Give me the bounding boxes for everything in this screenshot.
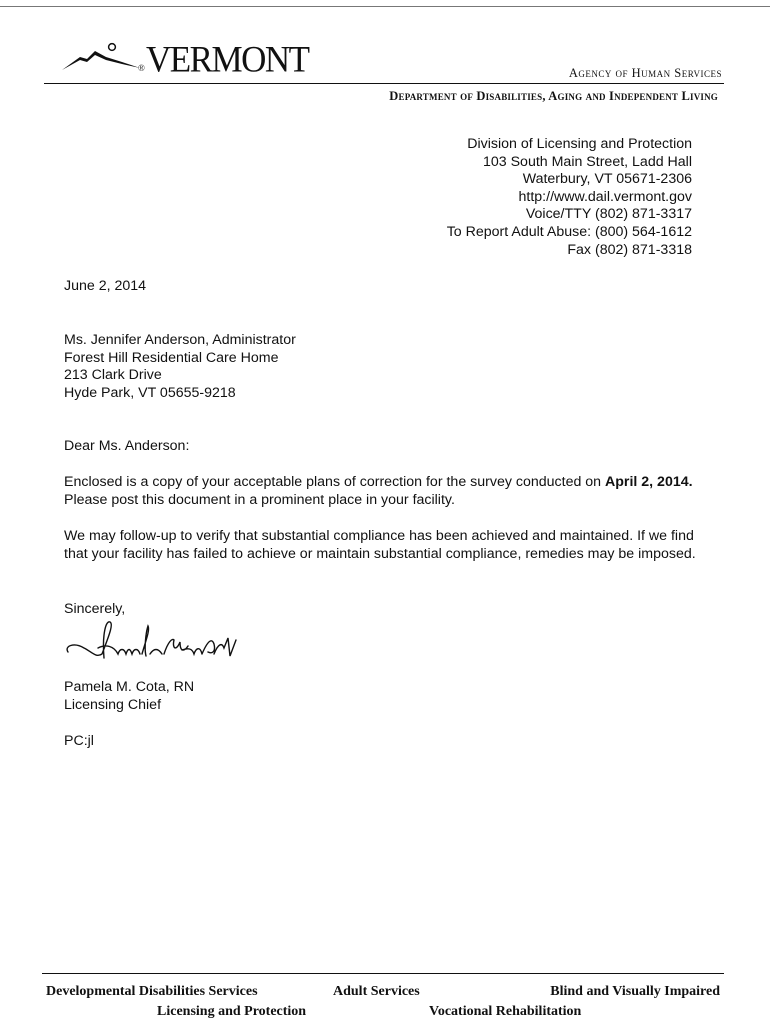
closing: Sincerely, [64,601,126,617]
typist-initials: PC:jl [64,733,94,749]
salutation: Dear Ms. Anderson: [64,438,190,454]
header-divider [44,83,724,84]
logo-wordmark: VERMONT [146,39,309,80]
website-link[interactable]: http://www.dail.vermont.gov [518,188,692,205]
address-line: 103 South Main Street, Ladd Hall [482,153,692,170]
signer-block [64,679,714,714]
footer-divider [42,973,724,974]
top-border-line [0,6,770,7]
paragraph-text: Please post this document in a prominent place in your facility. [64,491,455,508]
footer-division: Developmental Disabilities Services [46,984,258,999]
footer-division: Blind and Visually Impaired [550,984,720,999]
mountain-logo-icon [60,40,150,80]
paragraph-follow-up: We may follow-up to verify that substantial compliance has been achieved and maintained. If we find that your facility has failed to achieve or maintain substantial compliance, remedies may be imposed. [64,528,696,562]
registered-mark: ® [138,63,145,73]
survey-date: April 2, 2014. [605,474,693,490]
signer-name: Pamela M. Cota, RN [64,679,195,695]
recipient-line: Ms. Jennifer Anderson, Administrator [64,332,296,348]
signer-title: Licensing Chief [64,696,162,713]
address-line: To Report Adult Abuse: (800) 564-1612 [446,223,692,240]
department-name: Department of Disabilities, Aging and Independent Living [389,89,718,103]
recipient-line: Forest Hill Residential Care Home [64,349,279,366]
letter-date: June 2, 2014 [64,278,147,294]
recipient-line: Hyde Park, VT 05655-9218 [64,384,236,401]
recipient-block [64,332,714,402]
address-line: Waterbury, VT 05671-2306 [522,171,692,188]
address-line: Division of Licensing and Protection [467,136,692,152]
division-address-block [447,136,692,259]
address-line: Fax (802) 871-3318 [567,241,692,258]
footer-division: Adult Services [333,984,420,999]
footer-division: Vocational Rehabilitation [429,1004,582,1019]
address-line: Voice/TTY (802) 871-3317 [525,206,692,223]
agency-name: Agency of Human Services [568,66,722,80]
handwritten-signature [62,618,242,668]
paragraph-text: Enclosed is a copy of your acceptable plans of correction for the survey conducted on [64,474,606,490]
recipient-line: 213 Clark Drive [64,367,162,384]
footer-division: Licensing and Protection [157,1004,307,1019]
paragraph-enclosure [64,474,694,509]
vermont-logo [60,39,309,84]
